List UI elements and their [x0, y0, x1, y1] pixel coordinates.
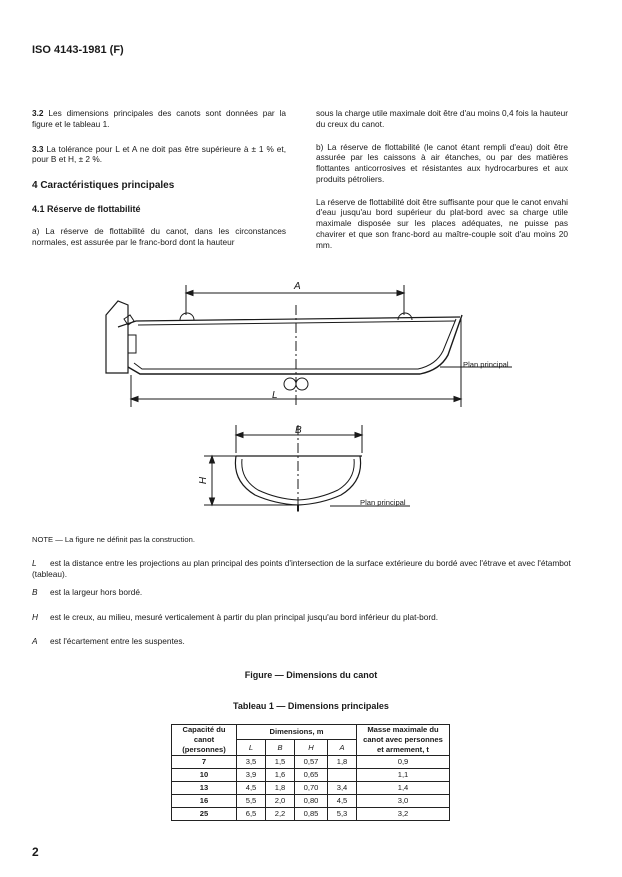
cell-a: 3,4	[328, 781, 357, 794]
cell-l: 3,5	[237, 755, 266, 768]
cell-mass: 0,9	[357, 755, 450, 768]
cell-capacity: 13	[172, 781, 237, 794]
stern-post	[106, 301, 128, 373]
sub-col-b: B	[266, 740, 295, 755]
clause-4-1-b: b) La réserve de flottabilité (le canot étant rempli d'eau) doit être assurée par les caissons à air étanches, ou par des matières flottantes anticorrosives et résistantes aux hydrocarbures et aux produits pétroliers.	[316, 141, 568, 184]
cell-b: 1,5	[266, 755, 295, 768]
def-text: est l'écartement entre les suspentes.	[50, 636, 185, 646]
clause-number: 3.3	[32, 143, 44, 154]
table-row	[172, 768, 450, 781]
clause-text: Les dimensions principales des canots sont données par la figure et le tableau 1.	[32, 108, 287, 129]
boat-figure	[0, 275, 622, 525]
label-a: A	[294, 281, 301, 292]
def-symbol: L	[32, 558, 37, 568]
cell-a: 5,3	[328, 807, 357, 820]
figure-caption: Figure — Dimensions du canot	[244, 670, 378, 680]
left-column	[32, 108, 286, 257]
page-header: ISO 4143-1981 (F)	[32, 44, 124, 56]
cell-mass: 1,4	[357, 781, 450, 794]
cell-capacity: 25	[172, 807, 237, 820]
clause-4-1-a-cont: sous la charge utile maximale doit être d'au moins 0,4 fois la hauteur du creux du canot.	[316, 108, 569, 129]
def-text: est la distance entre les projections au plan principal des points d'intersection de la surface extérieure du bordé avec l'étrave et avec l'étambot (tableau).	[32, 558, 571, 579]
cell-b: 2,0	[266, 794, 295, 807]
right-column	[316, 108, 568, 261]
def-symbol: H	[32, 612, 38, 622]
def-text: est le creux, au milieu, mesuré verticalement à partir du plan principal jusqu'au bord inférieur du plat-bord.	[50, 612, 439, 622]
cell-mass: 3,2	[357, 807, 450, 820]
cell-l: 6,5	[237, 807, 266, 820]
def-symbol: B	[32, 587, 38, 597]
cell-h: 0,65	[295, 768, 328, 781]
dimensions-table	[171, 724, 450, 821]
cell-a: 4,5	[328, 794, 357, 807]
col-dimensions: Dimensions, m	[237, 725, 357, 740]
cell-capacity: 16	[172, 794, 237, 807]
clause-4-1-a: a) La réserve de flottabilité du canot, dans les circonstances normales, est assurée par le franc-bord dont la hauteur	[32, 225, 286, 247]
clause-text: La tolérance pour L et A ne doit pas être supérieure à ± 1 % et, pour B et H, ± 2 %.	[32, 143, 286, 165]
plan-principal-label-1: Plan principal	[463, 360, 509, 369]
cell-h: 0,80	[295, 794, 328, 807]
definition-h	[32, 612, 572, 623]
hook-left	[180, 313, 194, 320]
figure-note: NOTE — La figure ne définit pas la construction.	[32, 535, 195, 544]
cell-l: 5,5	[237, 794, 266, 807]
col-mass: Masse maximale du canot avec personnes et armement, t	[357, 725, 450, 756]
cell-b: 1,8	[266, 781, 295, 794]
keel-symbol-l	[284, 378, 296, 390]
plan-principal-label-2: Plan principal	[360, 498, 406, 507]
cell-mass: 3,0	[357, 794, 450, 807]
table-row	[172, 794, 450, 807]
cell-h: 0,57	[295, 755, 328, 768]
table-row	[172, 755, 450, 768]
col-capacity: Capacité du canot (personnes)	[172, 725, 237, 756]
clause-4-1-c: La réserve de flottabilité doit être suffisante pour que le canot envahi d'eau jusqu'au bord supérieur du plat-bord avec sa charge utile maximale disposée sur les places adéquates, ne puisse pas chavirer et que son franc-bord au maître-couple soit d'au moins 20 mm.	[316, 196, 568, 250]
cell-a: 1,8	[328, 755, 357, 768]
cell-capacity: 7	[172, 755, 237, 768]
cell-capacity: 10	[172, 768, 237, 781]
sub-col-h: H	[295, 740, 328, 755]
label-h: H	[198, 476, 210, 485]
page-number: 2	[32, 845, 39, 859]
definition-a	[32, 636, 572, 647]
table-row	[172, 807, 450, 820]
clause-3-3	[32, 144, 286, 166]
hull-outer	[128, 315, 462, 374]
section-4-heading: 4 Caractéristiques principales	[32, 180, 175, 192]
def-text: est la largeur hors bordé.	[50, 587, 143, 597]
cell-l: 4,5	[237, 781, 266, 794]
table-header-row	[172, 725, 450, 740]
table-title: Tableau 1 — Dimensions principales	[233, 701, 389, 711]
definition-l	[32, 558, 572, 580]
def-symbol: A	[32, 636, 38, 646]
clause-number: 3.2	[32, 108, 44, 118]
cell-h: 0,85	[295, 807, 328, 820]
cell-b: 2,2	[266, 807, 295, 820]
hull-inner	[134, 319, 456, 369]
sub-col-l: L	[237, 740, 266, 755]
hook-right	[398, 313, 412, 320]
definition-b	[32, 587, 572, 598]
cell-l: 3,9	[237, 768, 266, 781]
cell-b: 1,6	[266, 768, 295, 781]
cell-h: 0,70	[295, 781, 328, 794]
section-4-1-heading: 4.1 Réserve de flottabilité	[32, 204, 141, 215]
label-b: B	[295, 425, 302, 436]
cell-mass: 1,1	[357, 768, 450, 781]
rudder-fitting	[128, 335, 136, 353]
clause-3-2	[32, 108, 286, 130]
cell-a	[328, 768, 357, 781]
sub-col-a: A	[328, 740, 357, 755]
keel-symbol-r	[296, 378, 308, 390]
label-l: L	[272, 390, 278, 401]
table-row	[172, 781, 450, 794]
